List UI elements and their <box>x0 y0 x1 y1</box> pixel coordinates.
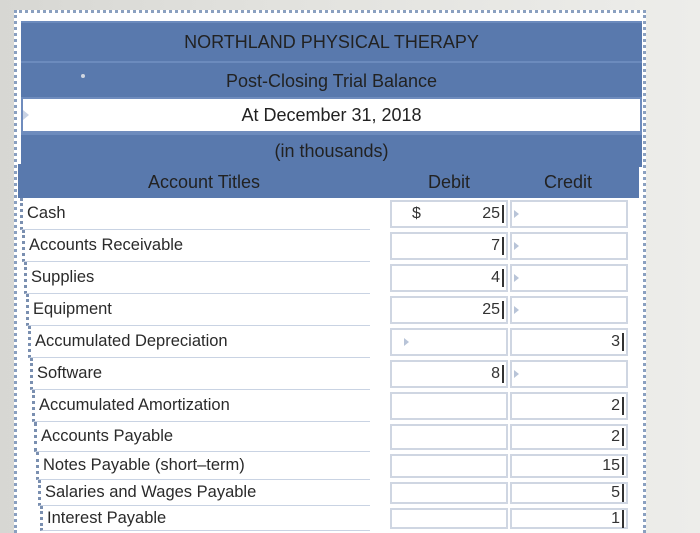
account-title: Equipment <box>26 294 370 326</box>
debit-cell[interactable] <box>390 360 508 388</box>
table-row <box>20 390 632 422</box>
table-row <box>20 326 632 358</box>
account-title: Salaries and Wages Payable <box>38 480 370 506</box>
debit-cell[interactable] <box>390 328 508 356</box>
units-label: (in thousands) <box>274 141 389 161</box>
table-row <box>20 262 632 294</box>
credit-cell[interactable] <box>510 232 628 260</box>
debit-cell[interactable] <box>390 392 508 420</box>
cell-marker-icon <box>514 306 519 314</box>
statement-title: Post-Closing Trial Balance <box>225 71 438 91</box>
statement-title-band <box>21 61 642 99</box>
credit-cell[interactable] <box>510 482 628 504</box>
credit-value: 5 <box>611 484 624 502</box>
credit-cell[interactable] <box>510 360 628 388</box>
account-title: Interest Payable <box>40 506 370 531</box>
debit-label: Debit <box>428 172 471 192</box>
debit-value: 4 <box>491 269 504 287</box>
cell-marker-icon <box>514 242 519 250</box>
debit-cell[interactable] <box>390 232 508 260</box>
debit-cell[interactable] <box>390 264 508 292</box>
company-name-band <box>21 21 642 61</box>
debit-header <box>390 164 510 198</box>
dollar-sign: $ <box>412 205 421 222</box>
credit-cell[interactable] <box>510 328 628 356</box>
debit-value: 8 <box>491 365 504 383</box>
account-title: Accounts Payable <box>34 422 370 452</box>
credit-value: 1 <box>611 510 624 528</box>
table-row <box>20 506 632 531</box>
account-title: Cash <box>20 198 370 230</box>
credit-cell[interactable] <box>510 424 628 450</box>
company-name: NORTHLAND PHYSICAL THERAPY <box>184 32 479 52</box>
debit-cell[interactable] <box>390 424 508 450</box>
table-row <box>20 358 632 390</box>
table-row <box>20 452 632 480</box>
credit-cell[interactable] <box>510 200 628 228</box>
account-title: Supplies <box>24 262 370 294</box>
credit-value: 3 <box>611 333 624 351</box>
credit-label: Credit <box>544 172 593 192</box>
debit-value: 25 <box>482 301 504 319</box>
account-titles-label: Account Titles <box>148 172 261 192</box>
debit-cell[interactable] <box>390 508 508 529</box>
table-row <box>20 294 632 326</box>
credit-value: 15 <box>602 457 624 475</box>
credit-cell[interactable] <box>510 392 628 420</box>
account-title: Software <box>30 358 370 390</box>
account-title: Accumulated Amortization <box>32 390 370 422</box>
debit-value: 25 <box>482 205 504 223</box>
credit-value: 2 <box>611 397 624 415</box>
account-title: Notes Payable (short–term) <box>36 452 370 480</box>
credit-header <box>510 164 639 198</box>
credit-cell[interactable] <box>510 508 628 529</box>
units-band <box>21 133 642 167</box>
debit-value: 7 <box>491 237 504 255</box>
account-title: Accumulated Depreciation <box>28 326 370 358</box>
credit-cell[interactable] <box>510 454 628 478</box>
cell-marker-icon <box>404 338 409 346</box>
credit-cell[interactable] <box>510 296 628 324</box>
date-band[interactable] <box>21 97 642 133</box>
table-row <box>20 230 632 262</box>
account-titles-header <box>18 164 390 198</box>
account-title: Accounts Receivable <box>22 230 370 262</box>
cell-marker-icon <box>514 210 519 218</box>
debit-cell[interactable] <box>390 482 508 504</box>
debit-cell[interactable] <box>390 200 508 228</box>
table-row <box>20 198 632 230</box>
debit-cell[interactable] <box>390 454 508 478</box>
cell-marker-icon <box>514 370 519 378</box>
table-row <box>20 480 632 506</box>
debit-cell[interactable] <box>390 296 508 324</box>
credit-cell[interactable] <box>510 264 628 292</box>
statement-date: At December 31, 2018 <box>241 105 422 125</box>
cell-marker-icon <box>514 274 519 282</box>
credit-value: 2 <box>611 428 624 446</box>
table-row <box>20 422 632 452</box>
